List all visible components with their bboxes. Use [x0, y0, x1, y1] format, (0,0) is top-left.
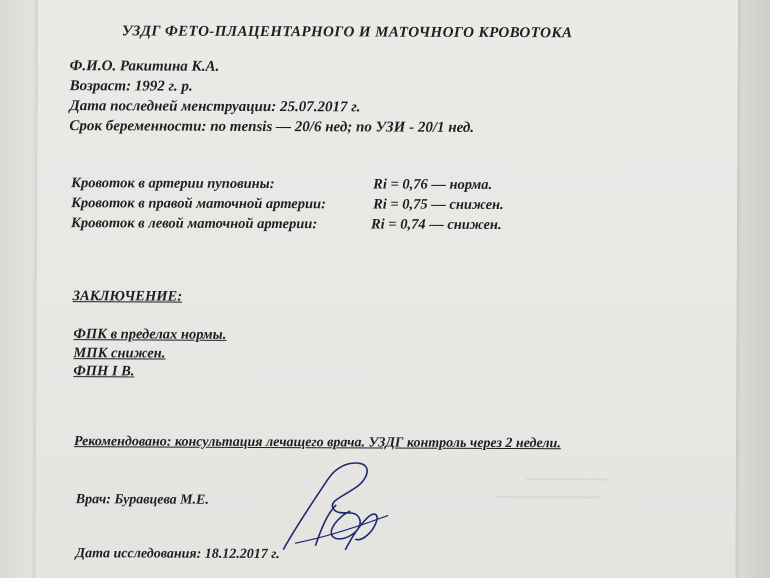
- doctor-signature: [276, 457, 416, 558]
- pregnancy-term: Срок беременности: по mensis — 20/6 нед; по УЗИ - 20/1 нед.: [69, 118, 475, 136]
- left-uterine-artery-ri: Ri = 0,74 — снижен.: [370, 216, 502, 234]
- bleed-through-mark: ~~~~~~~~~~~~~~~~: [495, 490, 600, 505]
- exam-date: Дата исследования: 18.12.2017 г.: [75, 546, 280, 563]
- report-title: УЗДГ ФЕТО-ПЛАЦЕНТАРНОГО И МАТОЧНОГО КРОВОТОКА: [121, 23, 573, 42]
- bleed-through-mark: ~~~~~~~~~~~~~: [525, 472, 611, 487]
- right-uterine-artery-label: Кровоток в правой маточной артерии:: [71, 195, 326, 213]
- conclusion-item-fpn: ФПН I В.: [73, 363, 135, 380]
- conclusion-heading: ЗАКЛЮЧЕНИЕ:: [72, 288, 183, 305]
- conclusion-item-mpk: МПК снижен.: [73, 345, 166, 362]
- left-uterine-artery-label: Кровоток в левой маточной артерии:: [70, 215, 318, 233]
- last-menstruation-date: Дата последней менструации: 25.07.2017 г.: [69, 98, 361, 116]
- report-paper: [35, 0, 738, 578]
- patient-age: Возраст: 1992 г. р.: [69, 78, 193, 95]
- patient-name: Ф.И.О. Ракитина К.А.: [69, 58, 220, 75]
- doctor-name: Врач: Буравцева М.Е.: [75, 492, 209, 508]
- recommendation: Рекомендовано: консультация лечащего врача. УЗДГ контроль через 2 недели.: [74, 434, 561, 452]
- conclusion-item-fpk: ФПК в пределах нормы.: [73, 326, 227, 343]
- umbilical-artery-label: Кровоток в артерии пуповины:: [71, 175, 275, 193]
- right-uterine-artery-ri: Ri = 0,75 — снижен.: [373, 196, 504, 214]
- signature-stroke: [284, 463, 378, 550]
- umbilical-artery-ri: Ri = 0,76 — норма.: [373, 176, 493, 193]
